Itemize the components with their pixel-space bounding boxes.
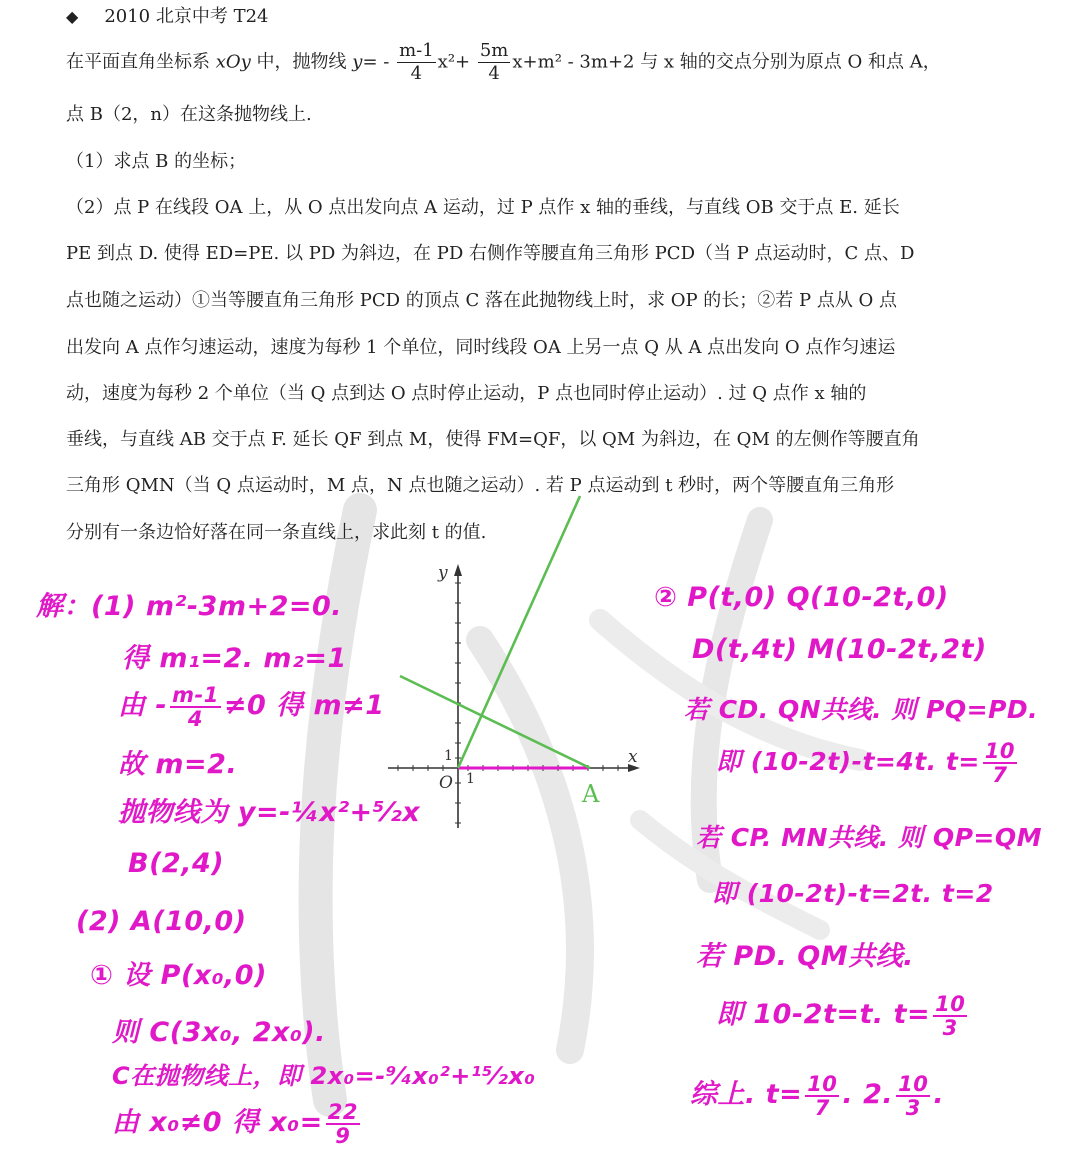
- hw-left-1: 解：(1) m²-3m+2=0.: [36, 591, 343, 622]
- hw-right-4: 即 (10-2t)-t=4t. t= $\frac{10}{7}$: [716, 739, 1016, 787]
- hw-right-2: D(t,4t) M(10-2t,2t): [692, 634, 987, 665]
- tick-x-label: 1: [466, 771, 475, 787]
- hw-left-9: 则 C(3x₀, 2x₀).: [112, 1017, 326, 1048]
- line-ab-green: [400, 676, 590, 768]
- problem-line-6: 点也随之运动）①当等腰直角三角形 PCD 的顶点 C 落在此抛物线上时，求 OP 的长；②若 P 点从 O 点: [66, 290, 898, 311]
- hw-frac-10-over-7-a: $\frac{10}{7}$: [984, 739, 1016, 787]
- line-ob-green: [458, 496, 580, 768]
- hw-left-11: 由 x₀≠0 得 x₀= $\frac{22}{9}$: [112, 1099, 358, 1148]
- hw-right-9: 综上. t= $\frac{10}{7}$ . 2. $\frac{10}{3}$ .: [690, 1071, 945, 1120]
- y-axis-label: y: [438, 563, 448, 583]
- tick-y-label: 1: [444, 748, 453, 764]
- point-a-label: A: [582, 780, 600, 808]
- problem-line-5: PE 到点 D. 使得 ED=PE. 以 PD 为斜边，在 PD 右侧作等腰直角三角形 PCD（当 P 点运动时，C 点、D: [66, 243, 915, 264]
- hw-left-8: ① 设 P(x₀,0): [90, 960, 267, 991]
- hw-frac-22-over-9: $\frac{22}{9}$: [327, 1099, 358, 1148]
- hw-left-6: B(2,4): [128, 848, 225, 879]
- fraction-m-1-over-4: $\frac{m-1}{4}$: [399, 40, 434, 84]
- hw-frac-m-1-over-4: $\frac{m-1}{4}$: [172, 682, 219, 731]
- problem-line-7: 出发向 A 点作匀速运动，速度为每秒 1 个单位，同时线段 OA 上另一点 Q 从 A 点出发向 O 点作匀速运: [66, 337, 896, 358]
- problem-line-8: 动，速度为每秒 2 个单位（当 Q 点到达 O 点时停止运动，P 点也同时停止运动）. 过 Q 点作 x 轴的: [66, 383, 867, 404]
- hw-left-4: 故 m=2.: [118, 749, 238, 780]
- hw-frac-10-over-3-b: $\frac{10}{3}$: [898, 1071, 929, 1120]
- origin-label: O: [439, 773, 453, 793]
- fraction-5m-over-4: $\frac{5m}{4}$: [479, 40, 509, 84]
- hw-right-6: 即 (10-2t)-t=2t. t=2: [712, 879, 994, 908]
- problem-line-11: 分别有一条边恰好落在同一条直线上，求此刻 t 的值.: [66, 522, 487, 543]
- x-axis-label: x: [628, 747, 638, 767]
- problem-line-2: 点 B（2，n）在这条抛物线上.: [66, 104, 312, 125]
- hw-left-7: (2) A(10,0): [76, 906, 247, 937]
- y-axis-arrow: [454, 564, 462, 576]
- problem-line-9: 垂线，与直线 AB 交于点 F. 延长 QF 到点 M，使得 FM=QF，以 QM 为斜边，在 QM 的左侧作等腰直角: [66, 429, 920, 450]
- hw-left-3: 由 - $\frac{m-1}{4}$ ≠0 得 m≠1: [118, 682, 385, 731]
- problem-line-10: 三角形 QMN（当 Q 点运动时，M 点，N 点也随之运动）. 若 P 点运动到 t 秒时，两个等腰直角三角形: [66, 475, 895, 496]
- problem-line-3: （1）求点 B 的坐标；: [66, 151, 247, 172]
- hw-left-10: C在抛物线上，即 2x₀=-⁹⁄₄x₀²+¹⁵⁄₂x₀: [112, 1062, 536, 1090]
- problem-title: 2010 北京中考 T24: [104, 6, 269, 27]
- hw-right-5: 若 CP. MN共线. 则 QP=QM: [696, 823, 1042, 852]
- hw-right-8: 即 10-2t=t. t= $\frac{10}{3}$: [716, 991, 966, 1040]
- hw-left-2: 得 m₁=2. m₂=1: [122, 643, 347, 674]
- hw-left-5: 抛物线为 y=-¼x²+⁵⁄₂x: [118, 797, 421, 828]
- hw-right-3: 若 CD. QN共线. 则 PQ=PD.: [684, 695, 1039, 724]
- problem-line-1: 在平面直角坐标系 xOy 中，抛物线 y= - $\frac{m-1}{4}$ x²+ $\frac{5m}{4}$ x+m² - 3m+2 与 x 轴的交点分别为原点 O 和点 A，: [66, 40, 941, 84]
- bullet-diamond-icon: ◆: [66, 7, 79, 26]
- hw-frac-10-over-7-b: $\frac{10}{7}$: [807, 1071, 838, 1120]
- hw-right-1: ② P(t,0) Q(10-2t,0): [654, 582, 949, 613]
- problem-line-4: （2）点 P 在线段 OA 上，从 O 点出发向点 A 运动，过 P 点作 x 轴的垂线，与直线 OB 交于点 E. 延长: [66, 197, 900, 218]
- hw-right-7: 若 PD. QM共线.: [696, 941, 914, 972]
- hw-frac-10-over-3-a: $\frac{10}{3}$: [935, 991, 966, 1040]
